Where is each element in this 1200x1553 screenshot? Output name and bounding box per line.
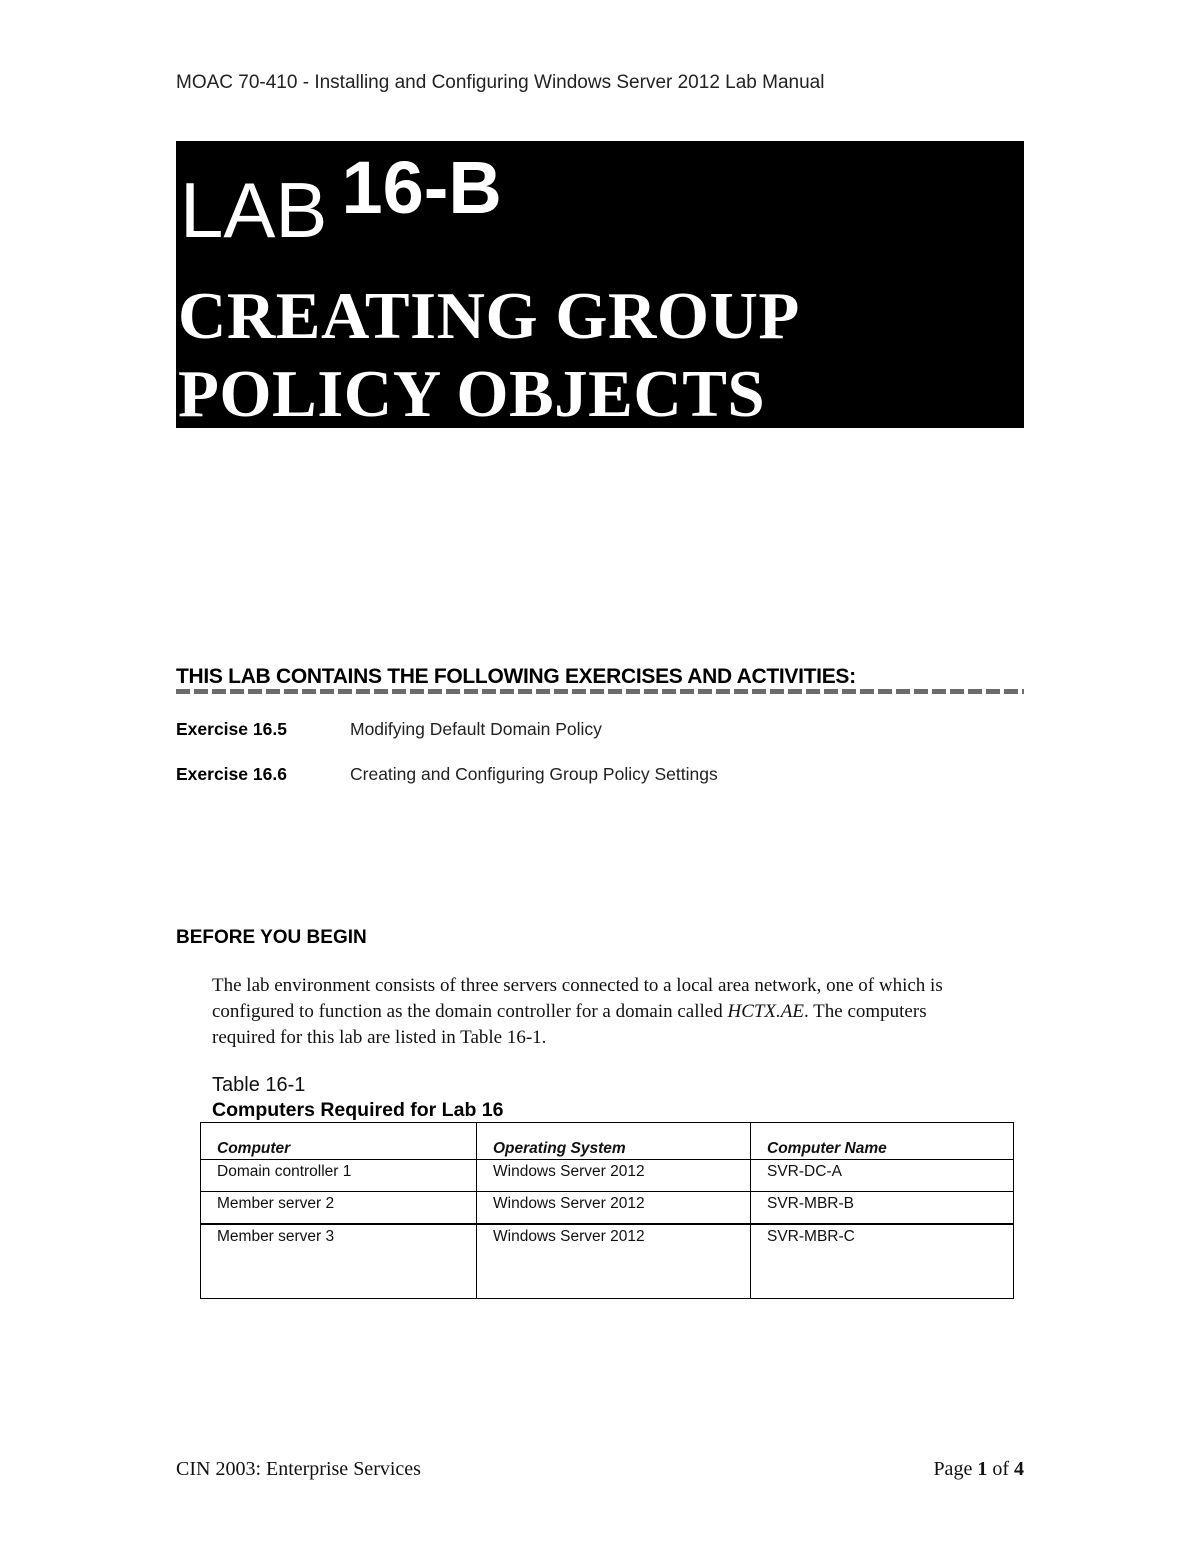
computers-table	[200, 1122, 1014, 1299]
intro-text-part-2: . The computers required for this lab are listed in Table 16-1.	[212, 1001, 927, 1048]
running-header: MOAC 70-410 - Installing and Configuring Windows Server 2012 Lab Manual	[176, 72, 825, 93]
table-cell: Windows Server 2012	[477, 1192, 751, 1224]
column-header: Operating System	[477, 1123, 751, 1160]
exercise-title: Modifying Default Domain Policy	[350, 719, 602, 739]
table-cell: SVR-DC-A	[751, 1160, 1014, 1192]
lab-word: LAB	[180, 166, 328, 254]
table-caption: Table 16-1	[212, 1074, 306, 1096]
before-you-begin-heading: BEFORE YOU BEGIN	[176, 927, 367, 948]
page-total: 4	[1014, 1458, 1024, 1480]
dashed-divider	[176, 689, 1024, 694]
table-cell: SVR-MBR-B	[751, 1192, 1014, 1224]
lab-subtitle	[178, 277, 800, 433]
exercise-label: Exercise 16.5	[176, 719, 287, 739]
table-header-row	[201, 1123, 1014, 1160]
column-header: Computer Name	[751, 1123, 1014, 1160]
of-word: of	[992, 1458, 1009, 1480]
lab-title	[180, 146, 502, 254]
table-cell: Member server 3	[201, 1224, 477, 1299]
page-word: Page	[933, 1458, 973, 1480]
intro-text-part-1: The lab environment consists of three servers connected to a local area network, one of which is configured to function as the domain controller for a domain called	[212, 975, 943, 1022]
table-cell: SVR-MBR-C	[751, 1224, 1014, 1299]
domain-name: HCTX.AE	[727, 1001, 804, 1022]
table-cell: Domain controller 1	[201, 1160, 477, 1192]
table-row	[201, 1160, 1014, 1192]
exercises-heading: THIS LAB CONTAINS THE FOLLOWING EXERCISES AND ACTIVITIES:	[176, 665, 856, 688]
lab-subtitle-line-1: CREATING GROUP	[178, 279, 800, 353]
table-cell: Windows Server 2012	[477, 1160, 751, 1192]
lab-number: 16-B	[341, 146, 502, 229]
table-row	[201, 1224, 1014, 1299]
page-number	[908, 1458, 1024, 1481]
table-title: Computers Required for Lab 16	[212, 1099, 504, 1121]
table-cell: Windows Server 2012	[477, 1224, 751, 1299]
page-current: 1	[977, 1458, 988, 1480]
title-block	[176, 141, 1024, 431]
exercise-title: Creating and Configuring Group Policy Settings	[350, 764, 718, 784]
lab-subtitle-line-2: POLICY OBJECTS	[178, 357, 766, 431]
footer-course: CIN 2003: Enterprise Services	[176, 1458, 421, 1480]
table-cell: Member server 2	[201, 1192, 477, 1224]
exercise-label: Exercise 16.6	[176, 764, 287, 784]
column-header: Computer	[201, 1123, 477, 1160]
table-row	[201, 1192, 1014, 1224]
intro-paragraph	[212, 973, 972, 1051]
